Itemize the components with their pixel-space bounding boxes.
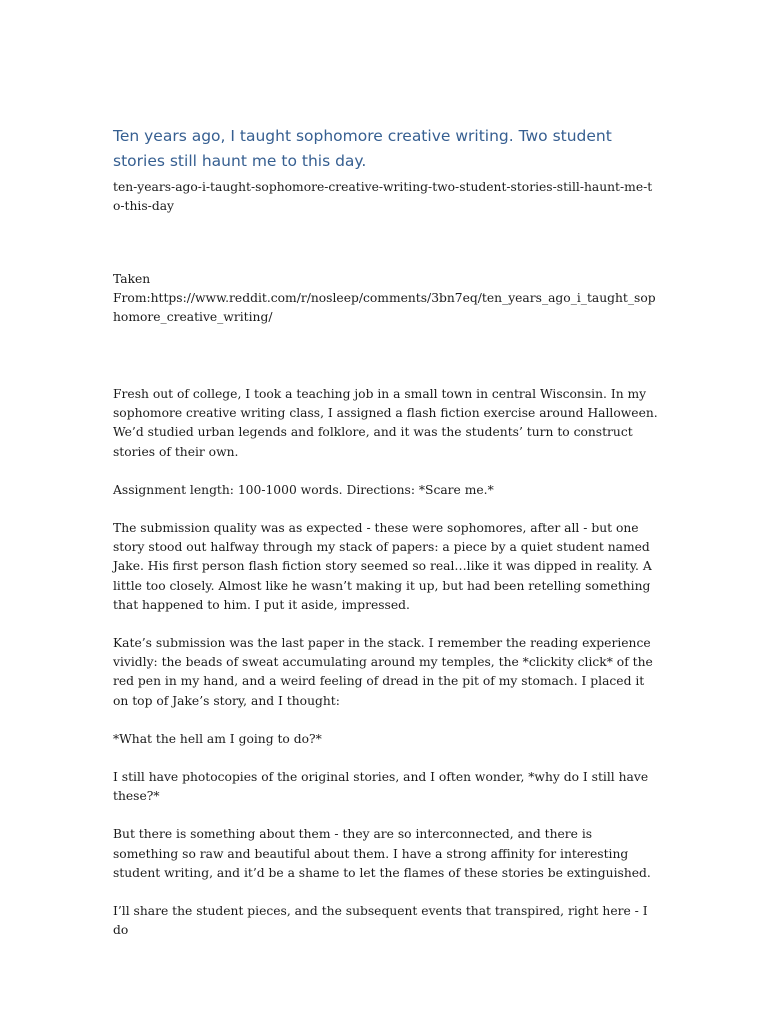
paragraph: *What the hell am I going to do?* [113,731,322,746]
source-attribution [113,270,658,327]
paragraph: Fresh out of college, I took a teaching job in a small town in central Wisconsin. In my sophomore creative writing class, I assigned a flash fiction exercise around Halloween. We’d studied urban legends and folklore, and it was the students’ turn to construct stories of their own. [113,387,658,459]
document-slug: ten-years-ago-i-taught-sophomore-creative-writing-two-student-stories-still-haunt-me-to-this-day [113,180,653,213]
paragraph: I’ll share the student pieces, and the subsequent events that transpired, right here - I do [113,904,648,938]
source-label: Taken [113,272,151,286]
paragraph: Kate’s submission was the last paper in the stack. I remember the reading experience vividly: the beads of sweat accumulating around my temples, the *clickity click* of the red pen in my hand, and a weird feeling of dread in the pit of my stomach. I placed it on top of Jake’s story, and I thought: [113,636,653,708]
document-title: Ten years ago, I taught sophomore creative writing. Two student stories still haunt me to this day. [113,127,612,170]
source-url: From:https://www.reddit.com/r/nosleep/comments/3bn7eq/ten_years_ago_i_taught_sophomore_creative_writing/ [113,291,656,324]
paragraph: Assignment length: 100-1000 words. Directions: *Scare me.* [113,482,494,497]
paragraph: The submission quality was as expected - these were sophomores, after all - but one story stood out halfway through my stack of papers: a piece by a quiet student named Jake. His first person flash fiction story seemed so real…like it was dipped in reality. A little too closely. Almost like he wasn’t making it up, but had been retelling something that happened to him. I put it aside, impressed. [113,521,652,612]
paragraph: But there is something about them - they are so interconnected, and there is something so raw and beautiful about them. I have a strong affinity for interesting student writing, and it’d be a shame to let the flames of these stories be extinguished. [113,827,651,880]
document-body [113,385,658,959]
paragraph: I still have photocopies of the original stories, and I often wonder, *why do I still have these?* [113,770,649,804]
